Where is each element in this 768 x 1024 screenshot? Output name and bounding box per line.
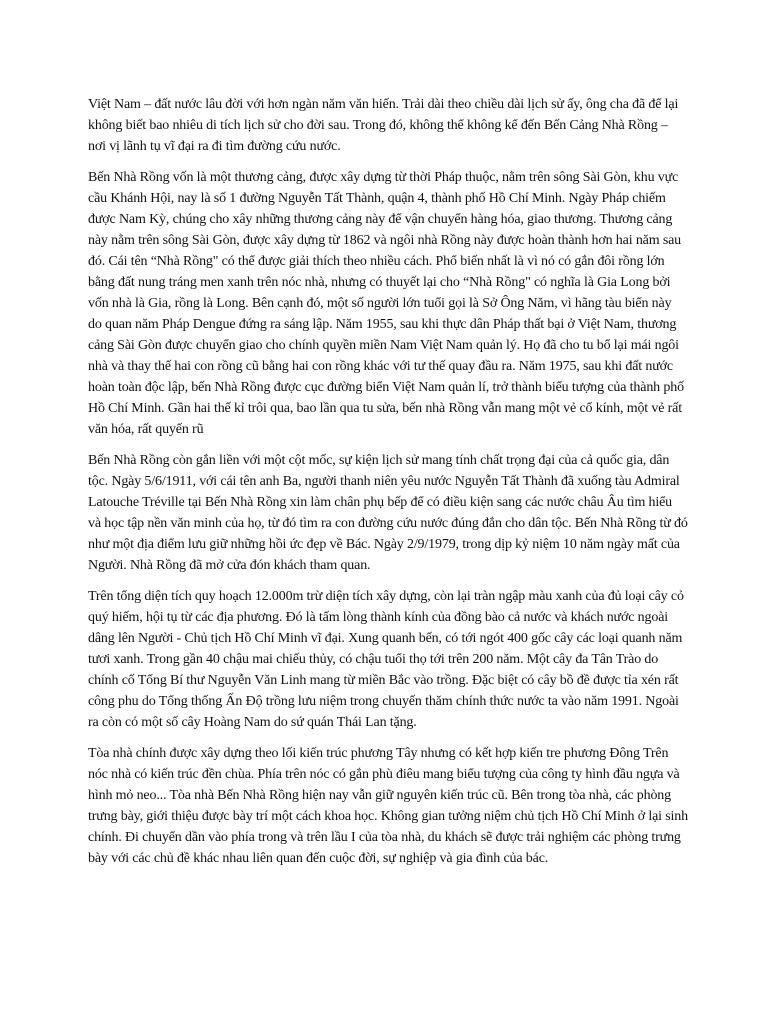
document-page <box>88 94 688 879</box>
paragraph-history: Bến Nhà Rồng vốn là một thương cảng, được xây dựng từ thời Pháp thuộc, nằm trên sông Sài Gòn, khu vực cầu Khánh Hội, nay là số 1 đường Nguyễn Tất Thành, quận 4, thành phố Hồ Chí Minh. Ngày Pháp chiếm được Nam Kỳ, chúng cho xây những thương cảng này để vận chuyển hàng hóa, giao thương. Thương cảng này nằm trên sông Sài Gòn, được xây dựng từ 1862 và ngôi nhà Rồng này được hoàn thành hơn hai năm sau đó. Cái tên “Nhà Rồng" có thể được giải thích theo nhiều cách. Phổ biến nhất là vì nó có gắn đôi rồng lớn bằng đất nung tráng men xanh trên nóc nhà, nhưng có thuyết lại cho “Nhà Rồng" có nghĩa là Gia Long bởi vốn nhà là Gia, rồng là Long. Bên cạnh đó, một số người lớn tuổi gọi là Sở Ông Năm, vì hãng tàu biển này do quan năm Pháp Dengue đứng ra sáng lập. Năm 1955, sau khi thực dân Pháp thất bại ở Việt Nam, thương cảng Sài Gòn được chuyển giao cho chính quyền miền Nam Việt Nam quản lý. Họ đã cho tu bổ lại mái ngôi nhà và thay thế hai con rồng cũ bằng hai con rồng khác với tư thế quay đầu ra. Năm 1975, sau khi đất nước hoàn toàn độc lập, bến Nhà Rồng được cục đường biển Việt Nam quản lí, trở thành biểu tượng của thành phố Hồ Chí Minh. Gần hai thế kỉ trôi qua, bao lần qua tu sửa, bến nhà Rồng vẫn mang một vẻ cổ kính, một vẻ rất văn hóa, rất quyến rũ <box>88 170 684 437</box>
paragraph-architecture: Tòa nhà chính được xây dựng theo lối kiến trúc phương Tây nhưng có kết hợp kiến tre phương Đông Trên nóc nhà có kiến trúc đền chùa. Phía trên nóc có gắn phù điêu mang biểu tượng của công ty hình đầu ngựa và hình mỏ neo... Tòa nhà Bến Nhà Rồng hiện nay vẫn giữ nguyên kiến trúc cũ. Bên trong tòa nhà, các phòng trưng bày, giới thiệu được bày trí một cách khoa học. Không gian tưởng niệm chủ tịch Hồ Chí Minh ở lại sinh chính. Đi chuyển dần vào phía trong và trên lầu I của tòa nhà, du khách sẽ được trải nghiệm các phòng trưng bày với các chủ đề khác nhau liên quan đến cuộc đời, sự nghiệp và gia đình của bác. <box>88 746 688 866</box>
paragraph-intro: Việt Nam – đất nước lâu đời với hơn ngàn năm văn hiến. Trải dài theo chiều dài lịch sử ấy, ông cha đã để lại không biết bao nhiêu di tích lịch sử cho đời sau. Trong đó, không thể không kể đến Bến Cảng Nhà Rồng – nơi vị lãnh tụ vĩ đại ra đi tìm đường cứu nước. <box>88 97 679 154</box>
paragraph-grounds: Trên tổng diện tích quy hoạch 12.000m trừ diện tích xây dựng, còn lại tràn ngập màu xanh của đủ loại cây cỏ quý hiếm, hội tụ từ các địa phương. Đó là tấm lòng thành kính của đồng bào cả nước và khách nước ngoài dâng lên Người - Chủ tịch Hồ Chí Minh vĩ đại. Xung quanh bến, có tới ngót 400 gốc cây các loại quanh năm tươi xanh. Trong gần 40 chậu mai chiếu thủy, có chậu tuổi thọ tới trên 200 năm. Một cây đa Tân Trào do chính cố Tổng Bí thư Nguyễn Văn Linh mang từ miền Bắc vào trồng. Đặc biệt có cây bồ đề được tỉa xén rất công phu do Tổng thống Ấn Độ trồng lưu niệm trong chuyến thăm chính thức nước ta vào năm 1991. Ngoài ra còn có một số cây Hoàng Nam do sứ quán Thái Lan tặng. <box>88 589 684 730</box>
paragraph-milestone: Bến Nhà Rồng còn gắn liền với một cột mốc, sự kiện lịch sử mang tính chất trọng đại của cả quốc gia, dân tộc. Ngày 5/6/1911, với cái tên anh Ba, người thanh niên yêu nước Nguyễn Tất Thành đã xuống tàu Admiral Latouche Tréville tại Bến Nhà Rồng xin làm chân phụ bếp để có điều kiện sang các nước châu Âu tìm hiểu và học tập nền văn minh của họ, từ đó tìm ra con đường cứu nước đúng đắn cho dân tộc. Bến Nhà Rồng từ đó như một địa điểm lưu giữ những hồi ức đẹp về Bác. Ngày 2/9/1979, trong dịp kỷ niệm 10 năm ngày mất của Người. Nhà Rồng đã mở cửa đón khách tham quan. <box>88 453 688 573</box>
